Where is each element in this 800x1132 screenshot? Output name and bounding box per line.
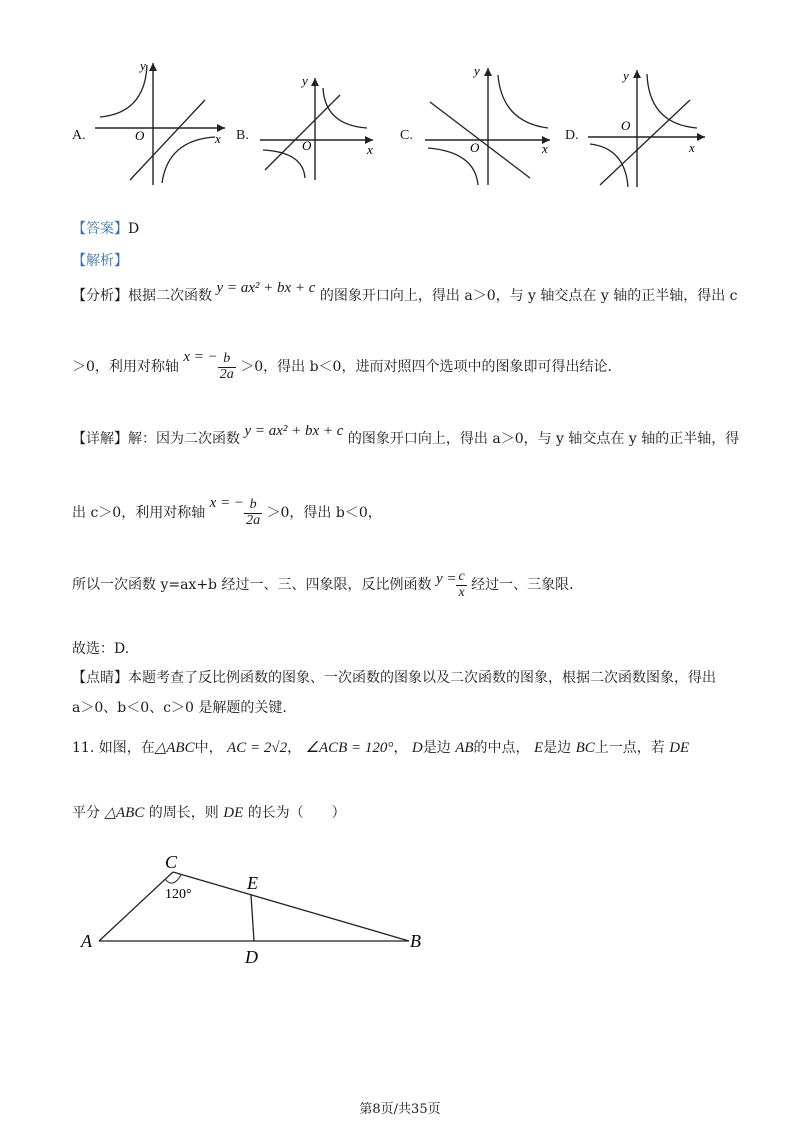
fenxi-tag: 【分析】 bbox=[72, 288, 128, 304]
q11-triangle-1: △ABC bbox=[154, 740, 195, 756]
xiangjie-axis-lhs: x = − bbox=[209, 495, 245, 512]
option-b-hyperbola-right bbox=[323, 88, 367, 128]
xiangjie-inv-num: c bbox=[458, 569, 465, 584]
option-c-hyperbola-right bbox=[498, 75, 548, 128]
option-a-origin: O bbox=[135, 128, 145, 143]
q11-ab: AB bbox=[455, 740, 474, 756]
q11-p8: 上一点，若 bbox=[594, 740, 665, 756]
xiangjie-line-2 bbox=[72, 495, 382, 528]
option-b-graph bbox=[255, 70, 380, 185]
xiangjie-inv-lhs: y = bbox=[435, 571, 457, 588]
option-d-hyperbola-left bbox=[590, 144, 628, 187]
option-b-origin: O bbox=[302, 138, 312, 153]
option-c-y-label: y bbox=[474, 63, 480, 78]
xiangjie-axis-den: 2a bbox=[246, 512, 261, 528]
q11-bc: BC bbox=[575, 740, 595, 756]
fenxi-text-3: ＞0，利用对称轴 bbox=[72, 359, 179, 376]
segment-de bbox=[251, 895, 254, 941]
option-c-x-label: x bbox=[542, 141, 548, 156]
xiangjie-line-3 bbox=[72, 570, 574, 600]
q11-p9: 平分 bbox=[72, 805, 100, 821]
option-d-x-label: x bbox=[689, 140, 695, 155]
analysis-tag: 【解析】 bbox=[72, 253, 128, 269]
xiangjie-line-1 bbox=[72, 423, 740, 448]
fenxi-line-1 bbox=[72, 280, 738, 305]
fenxi-text-1: 根据二次函数 bbox=[128, 288, 212, 304]
option-a-graph bbox=[90, 55, 230, 190]
page-footer: 第8页/共35页 bbox=[359, 1102, 441, 1117]
q11-p3: ， bbox=[287, 740, 302, 756]
q11-triangle-2: △ABC bbox=[104, 805, 145, 821]
option-b-y-label: y bbox=[302, 73, 308, 88]
xiangjie-tag: 【详解】 bbox=[72, 431, 128, 447]
option-d-label: D. bbox=[565, 128, 579, 143]
point-a-label: A bbox=[81, 931, 92, 951]
point-d-label: D bbox=[245, 947, 258, 967]
q11-de-2: DE bbox=[223, 805, 244, 821]
xiangjie-inv-den: x bbox=[458, 584, 465, 600]
xiangjie-text-2: 的图象开口向上，得出 a＞0，与 y 轴交点在 y 轴的正半轴，得 bbox=[347, 431, 740, 447]
q11-p7: 是边 bbox=[543, 740, 572, 756]
xiangjie-text-5: 所以一次函数 y=ax+b 经过一、三、四象限，反比例函数 bbox=[72, 577, 432, 594]
fenxi-axis-den: 2a bbox=[219, 366, 234, 382]
option-d-y-label: y bbox=[623, 68, 629, 83]
option-b-label: B. bbox=[236, 128, 249, 143]
angle-label: 120° bbox=[165, 887, 192, 902]
segment-cb bbox=[173, 872, 409, 941]
dianjing-line-2 bbox=[72, 697, 287, 717]
point-c-label: C bbox=[165, 852, 178, 872]
option-a-y-label: y bbox=[140, 58, 146, 73]
fenxi-formula: y = ax² + bx + c bbox=[216, 280, 316, 296]
angle-arc bbox=[165, 875, 181, 883]
dianjing-line-1 bbox=[72, 667, 716, 687]
segment-ac bbox=[99, 872, 173, 941]
option-c-origin: O bbox=[470, 140, 480, 155]
xiangjie-text-3: 出 c＞0，利用对称轴 bbox=[72, 505, 206, 522]
q11-p4: ， bbox=[393, 740, 408, 756]
fenxi-axis-num: b bbox=[218, 352, 236, 368]
dianjing-tag: 【点睛】 bbox=[72, 670, 128, 686]
option-a-hyperbola-right bbox=[162, 137, 215, 183]
answer-value: D bbox=[128, 221, 140, 237]
analysis-tag-line bbox=[72, 250, 128, 270]
option-b-x-label: x bbox=[367, 142, 373, 157]
answer-tag: 【答案】 bbox=[72, 221, 128, 237]
option-a-x-label: x bbox=[215, 131, 221, 146]
q11-p10: 的周长，则 bbox=[148, 805, 219, 821]
dianjing-text-1: 本题考查了反比例函数的图象、一次函数的图象以及二次函数的图象，根据二次函数图象，得出 bbox=[128, 670, 716, 686]
fenxi-line-2 bbox=[72, 349, 612, 382]
q11-d: D bbox=[411, 740, 423, 756]
fenxi-axis-fraction bbox=[218, 352, 236, 382]
xiangjie-formula: y = ax² + bx + c bbox=[244, 423, 344, 439]
xiangjie-text-6: 经过一、三象限. bbox=[471, 577, 574, 594]
option-d-graph bbox=[585, 62, 710, 190]
point-b-label: B bbox=[410, 931, 421, 951]
dianjing-text-2: a＞0、b＜0、c＞0 是解题的关键. bbox=[72, 700, 287, 716]
fenxi-text-2: 的图象开口向上，得出 a＞0，与 y 轴交点在 y 轴的正半轴，得出 c bbox=[319, 288, 738, 304]
q11-line-1 bbox=[72, 737, 689, 757]
option-c-graph bbox=[420, 60, 555, 190]
q11-p2: 中， bbox=[194, 740, 223, 756]
answer-line bbox=[72, 218, 139, 238]
xiangjie-text-4: ＞0，得出 b＜0， bbox=[266, 505, 382, 522]
fenxi-text-4: ＞0，得出 b＜0，进而对照四个选项中的图象即可得出结论. bbox=[240, 359, 612, 376]
xiangjie-text-1: 解：因为二次函数 bbox=[128, 431, 240, 447]
option-b-hyperbola-left bbox=[263, 150, 305, 178]
option-b-line bbox=[265, 95, 340, 170]
option-d-line bbox=[600, 100, 690, 185]
q11-p5: 是边 bbox=[422, 740, 451, 756]
xiangjie-axis-num: b bbox=[244, 498, 262, 514]
xiangjie-text-7: 故选：D. bbox=[72, 641, 130, 657]
option-a-label: A. bbox=[72, 128, 86, 143]
q11-de: DE bbox=[669, 740, 690, 756]
option-d-origin: O bbox=[621, 118, 631, 133]
q11-ac: AC = 2√2 bbox=[227, 740, 288, 756]
q11-angle: ∠ACB = 120° bbox=[305, 740, 394, 756]
xiangjie-inv-fraction bbox=[456, 570, 466, 600]
xiangjie-line-4 bbox=[72, 638, 129, 658]
q11-line-2 bbox=[72, 802, 346, 822]
triangle-figure bbox=[75, 845, 435, 970]
xiangjie-axis-fraction bbox=[244, 498, 262, 528]
q11-p6: 的中点， bbox=[473, 740, 530, 756]
fenxi-axis-lhs: x = − bbox=[183, 349, 218, 366]
option-c-label: C. bbox=[400, 128, 413, 143]
point-e-label: E bbox=[247, 873, 258, 893]
q11-e: E bbox=[533, 740, 544, 756]
q11-p1: 11. 如图，在 bbox=[72, 740, 155, 756]
q11-p11: 的长为（ ） bbox=[247, 805, 346, 821]
